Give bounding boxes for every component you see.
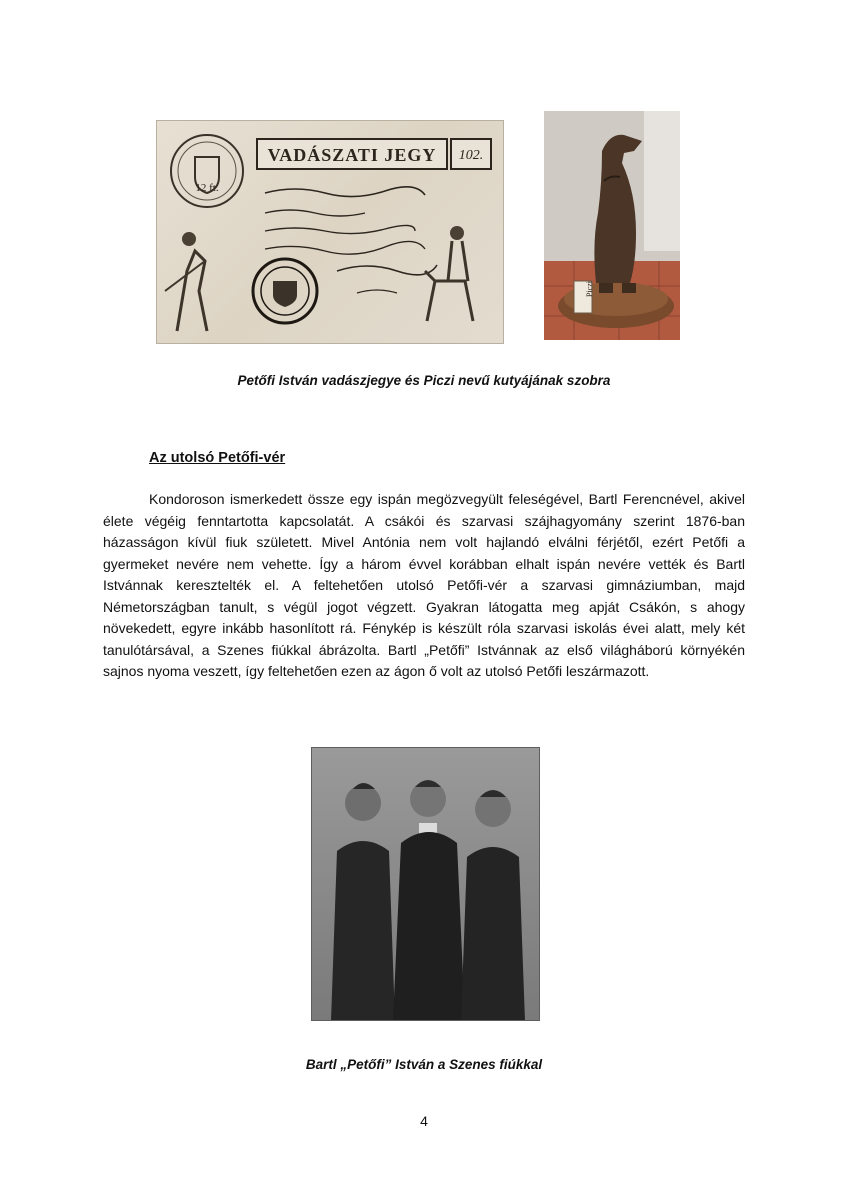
hunting-license-image [156,120,504,344]
page-number: 4 [420,1113,428,1129]
section-heading: Az utolsó Petőfi-vér [149,450,286,466]
body-paragraph: Kondoroson ismerkedett össze egy ispán megözvegyült feleségével, Bartl Ferencnével, akivel élete végéig fenntartotta kapcsolatát. A csákói és szarvasi szájhagyomány szerint 1876-ban házasságon kívül fiuk született. Mivel Antónia nem volt hajlandó elválni férjétől, ezért Petőfi a gyermeket nevére nem vehette. Így a három évvel korábban elhalt ispán nevére vették és Bartl Istvánnak keresztelték el. A feltehetően utolsó Petőfi-vér a szarvasi gimnáziumban, majd Németországban tanult, s végül jogot végzett. Gyakran látogatta meg apját Csákón, s ahogy növekedett, egyre inkább hasonlított rá. Fénykép is készült róla szarvasi iskolás évei alatt, mely két tanulótársával, a Szenes fiúkkal ábrázolta. Bartl „Petőfi” Istvánnak az első világháború környékén sajnos nyoma veszett, így feltehetően ezen az ágon ő volt az utolsó Petőfi leszármazott. [103,491,745,679]
dog-statue-image [544,111,680,340]
three-boys-photo [311,747,540,1021]
hunting-license-illustration [157,121,503,343]
figure-caption-top: Petőfi István vadászjegye és Piczi nevű kutyájának szobra [237,373,611,388]
license-number: 102. [458,148,484,163]
dog-statue-illustration [544,111,680,340]
figure-caption-bottom: Bartl „Petőfi” István a Szenes fiúkkal [305,1057,543,1072]
statue-plaque-text: Piczi [585,281,594,297]
license-price: 12 ft. [195,182,219,194]
three-boys-illustration [311,747,540,1021]
license-title: VADÁSZATI JEGY [267,145,437,165]
